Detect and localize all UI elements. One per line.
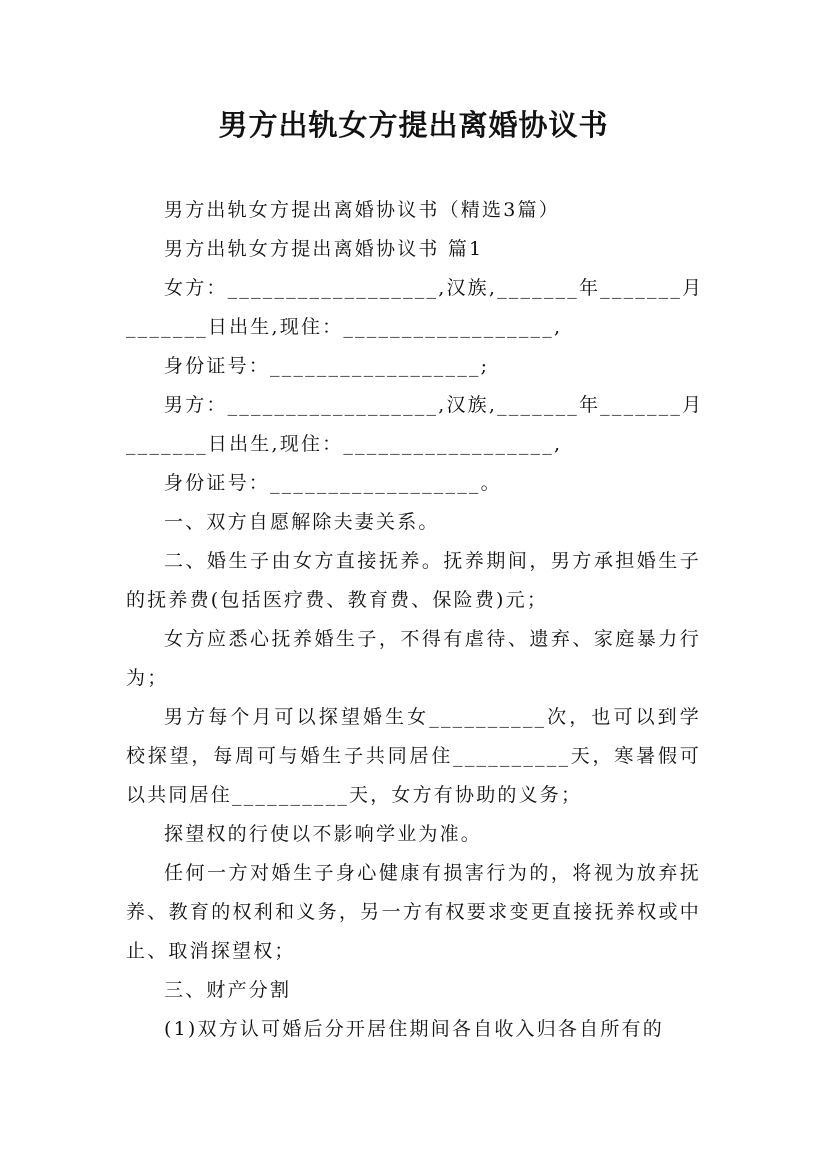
- female-info-line-2: _______日出生,现住：__________________,: [126, 316, 563, 338]
- part-heading: 男方出轨女方提出离婚协议书 篇1: [164, 238, 484, 260]
- male-info-line: 男方：__________________,汉族,_______年_______月: [164, 394, 704, 416]
- subtitle: 男方出轨女方提出离婚协议书（精选3篇）: [164, 199, 560, 221]
- clause-1: 一、双方自愿解除夫妻关系。: [164, 511, 440, 533]
- female-id-line: 身份证号：__________________;: [164, 355, 490, 377]
- clause-3-heading: 三、财产分割: [164, 979, 292, 1001]
- clause-2-harm: 任何一方对婚生子身心健康有损害行为的，将视为放弃抚养、教育的权利和义务，另一方有权要求变更直接抚养权或中止、取消探望权；: [126, 862, 701, 962]
- clause-3-item-1: (1)双方认可婚后分开居住期间各自收入归各自所有的: [164, 1018, 664, 1040]
- clause-2-care: 女方应悉心抚养婚生子，不得有虐待、遗弃、家庭暴力行为；: [126, 628, 701, 689]
- clause-2-visitation: 男方每个月可以探望婚生女__________次，也可以到学校探望，每周可与婚生子共同居住__________天，寒暑假可以共同居住__________天，女方有协助的义务；: [126, 706, 701, 806]
- document-body: [126, 191, 704, 1049]
- document-title: 男方出轨女方提出离婚协议书: [218, 108, 609, 142]
- female-info-line: 女方：__________________,汉族,_______年_______月: [164, 277, 704, 299]
- clause-2-visitation-rule: 探望权的行使以不影响学业为准。: [164, 823, 483, 845]
- male-info-line-2: _______日出生,现住：__________________,: [126, 433, 563, 455]
- clause-2: 二、婚生子由女方直接抚养。抚养期间，男方承担婚生子的抚养费(包括医疗费、教育费、保险费)元；: [126, 550, 701, 611]
- male-id-line: 身份证号：__________________。: [164, 472, 502, 494]
